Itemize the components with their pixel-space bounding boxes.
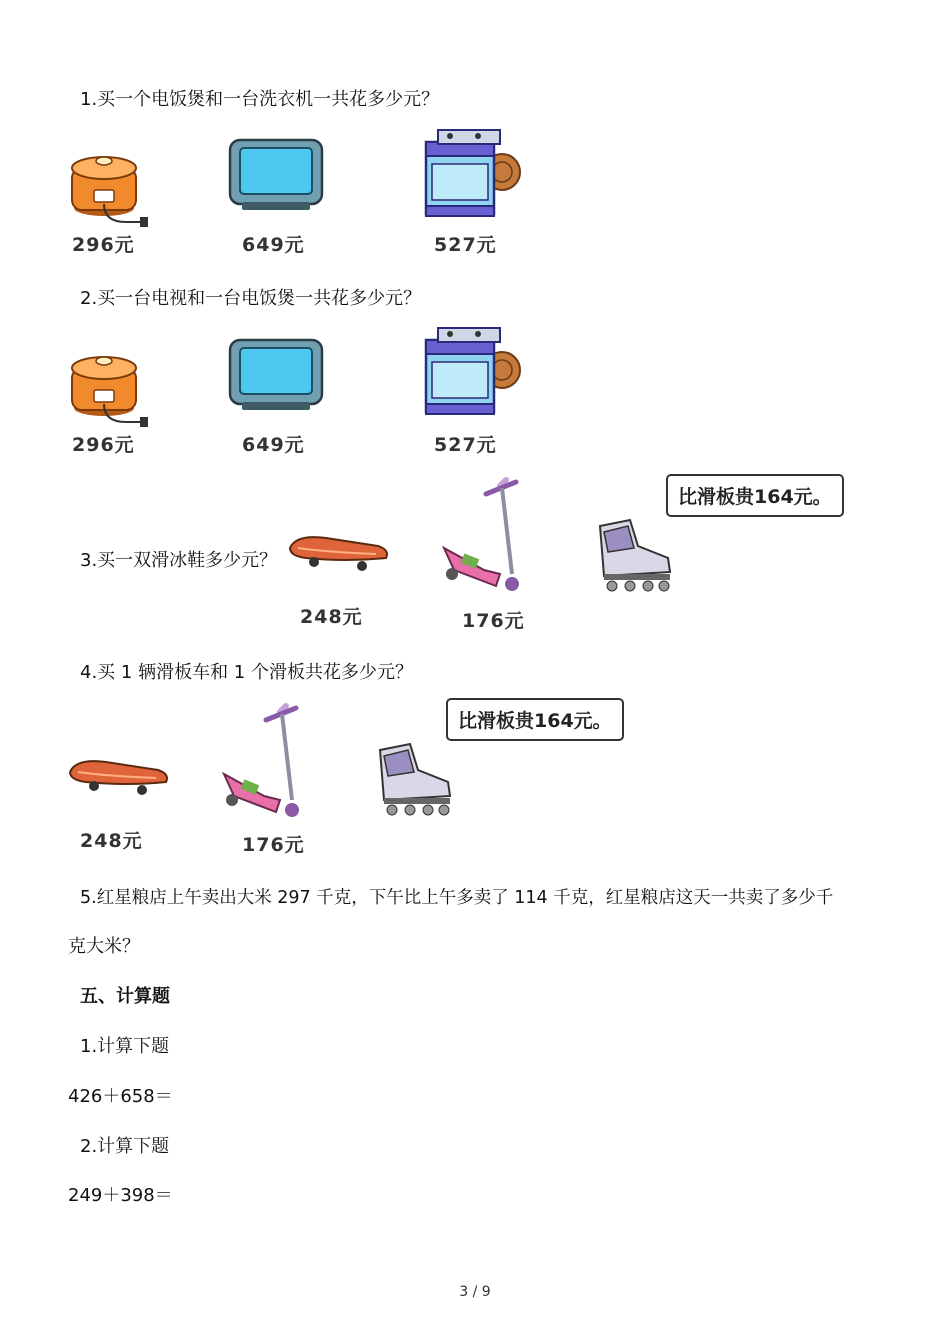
tv-icon (224, 134, 328, 214)
price-skateboard: 248元 (300, 606, 363, 628)
calc-2-expression: 249＋398＝ (68, 1185, 173, 1206)
price-scooter: 176元 (242, 834, 305, 856)
rice-cooker-icon (64, 346, 154, 432)
speech-bubble: 比滑板贵164元。 (666, 474, 844, 517)
scooter-icon (440, 474, 530, 596)
price-washing-machine: 527元 (434, 234, 497, 256)
price-washing-machine: 527元 (434, 434, 497, 456)
washing-machine-icon (420, 124, 524, 220)
price-tv: 649元 (242, 234, 305, 256)
price-scooter: 176元 (462, 610, 525, 632)
page-number: 3 / 9 (459, 1284, 491, 1300)
speech-bubble: 比滑板贵164元。 (446, 698, 624, 741)
roller-skates-icon (590, 506, 682, 596)
price-tv: 649元 (242, 434, 305, 456)
washing-machine-icon (420, 322, 524, 418)
price-rice-cooker: 296元 (72, 234, 135, 256)
question-5-line-2: 克大米？ (68, 936, 140, 957)
calc-1-label: 1.计算下题 (80, 1036, 170, 1057)
tv-icon (224, 334, 328, 414)
roller-skates-icon (370, 730, 462, 820)
price-skateboard: 248元 (80, 830, 143, 852)
question-5-line-1: 5.红星粮店上午卖出大米 297 千克，下午比上午多卖了 114 千克，红星粮店这天一共卖了多少千 (80, 888, 834, 908)
question-1-text: 1.买一个电饭煲和一台洗衣机一共花多少元？ (80, 89, 440, 110)
question-3-text: 3.买一双滑冰鞋多少元？ (80, 550, 278, 571)
section-heading: 五、计算题 (80, 986, 170, 1007)
skateboard-icon (66, 752, 172, 798)
calc-2-label: 2.计算下题 (80, 1136, 170, 1157)
price-rice-cooker: 296元 (72, 434, 135, 456)
question-2-text: 2.买一台电视和一台电饭煲一共花多少元？ (80, 288, 422, 309)
question-4-text: 4.买 1 辆滑板车和 1 个滑板共花多少元？ (80, 662, 413, 683)
skateboard-icon (286, 528, 392, 574)
calc-1-expression: 426＋658＝ (68, 1086, 173, 1107)
rice-cooker-icon (64, 146, 154, 232)
scooter-icon (220, 700, 310, 822)
